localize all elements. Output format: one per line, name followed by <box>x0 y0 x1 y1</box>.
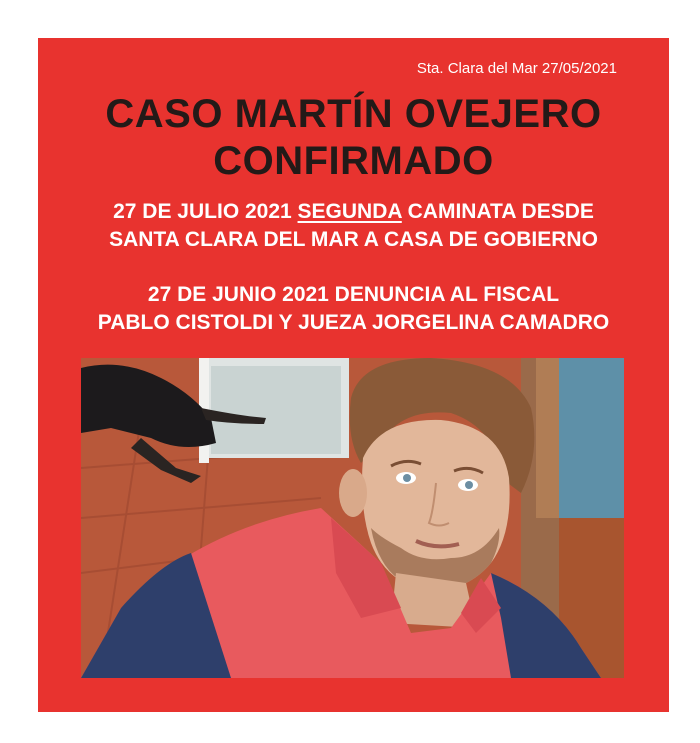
walk-emphasis: SEGUNDA <box>297 200 402 223</box>
location-date: Sta. Clara del Mar 27/05/2021 <box>416 60 617 77</box>
walk-announcement-line2: SANTA CLARA DEL MAR A CASA DE GOBIERNO <box>109 228 598 251</box>
complaint-line2: PABLO CISTOLDI Y JUEZA JORGELINA CAMADRO <box>97 311 610 334</box>
portrait-photo <box>81 358 624 678</box>
portrait-illustration <box>81 358 624 678</box>
headline-status: CONFIRMADO <box>213 139 494 183</box>
complaint-line1: 27 DE JUNIO 2021 DENUNCIA AL FISCAL <box>147 283 560 306</box>
walk-announcement-line1 <box>38 198 669 226</box>
headline-title: CASO MARTÍN OVEJERO <box>105 92 602 136</box>
poster <box>38 38 669 712</box>
walk-date: 27 DE JULIO 2021 <box>113 200 298 223</box>
walk-description: CAMINATA DESDE <box>401 200 594 223</box>
